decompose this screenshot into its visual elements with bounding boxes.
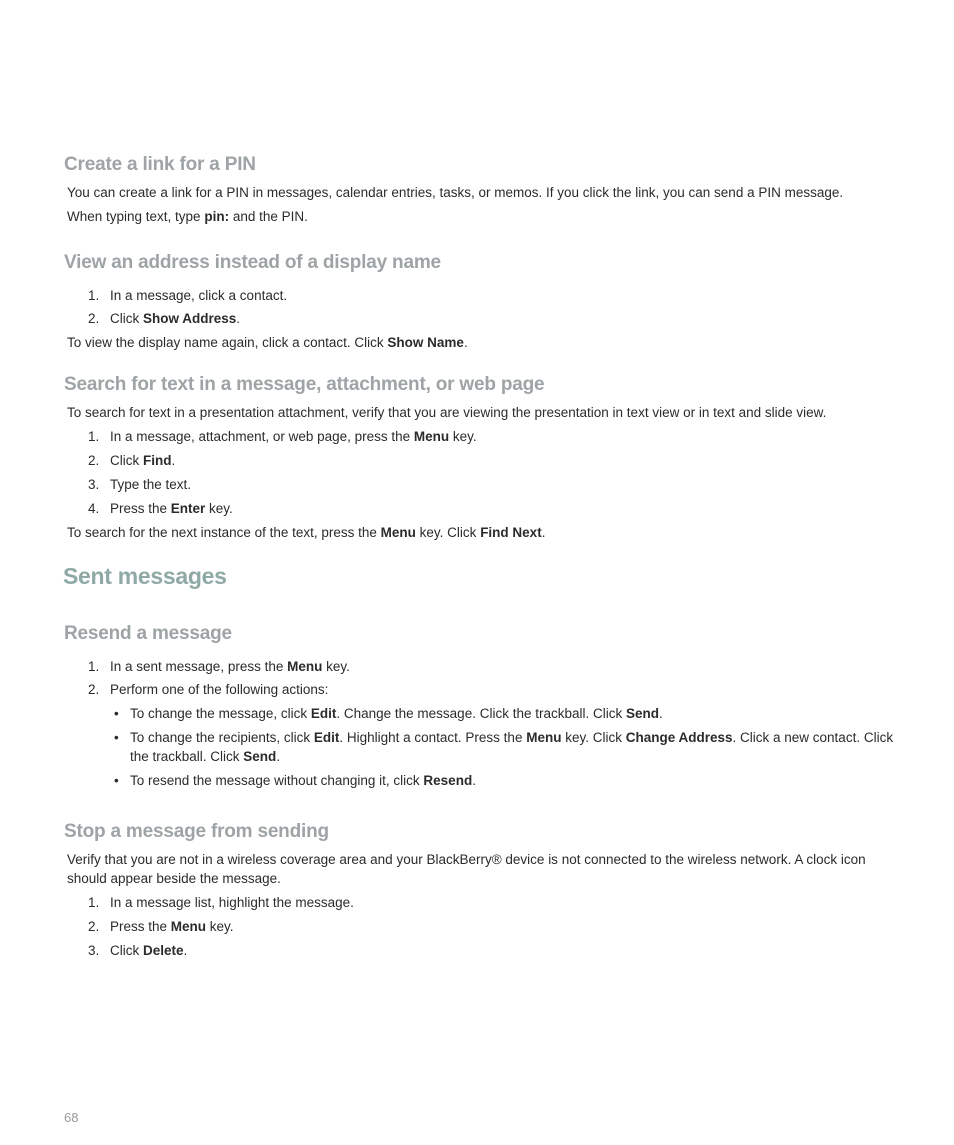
- bullet-item: • To change the message, click Edit. Change the message. Click the trackball. Click Send.: [114, 706, 663, 721]
- list-item: 3. Type the text.: [88, 477, 192, 492]
- bullet-icon: •: [114, 730, 119, 745]
- heading-search-text: Search for text in a message, attachment, or web page: [64, 374, 545, 395]
- pin-paragraph-2: When typing text, type pin: and the PIN.: [67, 209, 308, 224]
- list-item: 2. Click Find.: [88, 453, 176, 468]
- search-note: To search for the next instance of the text, press the Menu key. Click Find Next.: [67, 525, 546, 540]
- list-item: 1. In a sent message, press the Menu key.: [88, 659, 350, 674]
- heading-sent-messages: Sent messages: [63, 563, 227, 589]
- heading-stop-message: Stop a message from sending: [64, 821, 329, 842]
- list-item: 2. Press the Menu key.: [88, 919, 234, 934]
- heading-create-pin-link: Create a link for a PIN: [64, 154, 256, 175]
- list-item: 4. Press the Enter key.: [88, 501, 233, 516]
- list-item: 1. In a message, attachment, or web page, press the Menu key.: [88, 429, 477, 444]
- heading-resend-message: Resend a message: [64, 623, 232, 644]
- list-item: 1. In a message, click a contact.: [88, 288, 288, 303]
- stop-intro: Verify that you are not in a wireless coverage area and your BlackBerry® device is not connected to the wireless network. A clock icon should appear beside the message.: [67, 852, 866, 886]
- heading-view-address: View an address instead of a display name: [64, 252, 441, 273]
- address-note: To view the display name again, click a contact. Click Show Name.: [67, 335, 468, 350]
- list-item: 1. In a message list, highlight the message.: [88, 895, 354, 910]
- bullet-icon: •: [114, 773, 119, 788]
- list-item: 3. Click Delete.: [88, 943, 188, 958]
- bullet-item: • To change the recipients, click Edit. Highlight a contact. Press the Menu key. Click Change Address. Click a new contact. Click the trackball. Click Send.: [114, 730, 894, 764]
- bullet-item: • To resend the message without changing it, click Resend.: [114, 773, 476, 788]
- search-intro: To search for text in a presentation attachment, verify that you are viewing the presentation in text view or in text and slide view.: [67, 405, 827, 420]
- pin-paragraph-1: You can create a link for a PIN in messages, calendar entries, tasks, or memos. If you click the link, you can send a PIN message.: [67, 185, 844, 200]
- list-item: 2. Click Show Address.: [88, 311, 241, 326]
- list-item: 2. Perform one of the following actions:: [88, 682, 329, 697]
- bullet-icon: •: [114, 706, 119, 721]
- page-number: 68: [64, 1110, 79, 1125]
